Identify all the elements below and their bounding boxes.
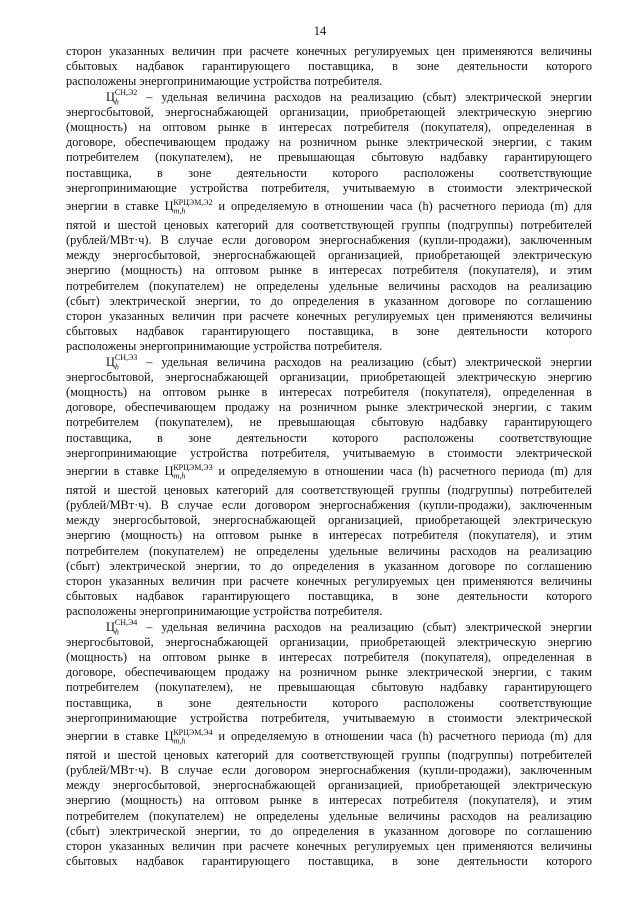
text-line [66,400,592,415]
line-text: потребителем (покупателем) не определены удельные величины расходов на реализацию [66,808,592,823]
text-line [66,854,592,869]
text-line-with-formula [66,620,592,635]
text-line [66,696,592,711]
line-text: и определяемую в отношении часа (h) расчетного периода (m) для [212,198,592,213]
text-line [66,415,592,430]
text-line [66,824,592,839]
symbol-superscript: СН,Э4 [114,618,138,628]
text-line [66,339,592,354]
line-text: (рублей/МВт·ч). В случае если договором энергоснабжения (купли-продажи), заключенным [66,233,592,248]
line-text: поставщика, в зоне деятельности которого расположены соответствующие [66,695,592,710]
text-line-with-formula [66,196,592,218]
line-text: поставщика, в зоне деятельности которого расположены соответствующие [66,165,592,180]
text-line [66,528,592,543]
text-line-with-formula [66,90,592,105]
page-number: 14 [313,24,327,38]
line-text: – удельная величина расходов на реализацию (сбыт) электрической энергии [137,89,592,104]
symbol-superscript: КРЦЭМ,Э2 [173,197,213,207]
line-text: (рублей/МВт·ч). В случае если договором энергоснабжения (купли-продажи), заключенным [66,763,592,778]
symbol-letter: Ц [164,198,174,213]
line-text: (мощность) на оптовом рынке в интересах потребителя (покупателя), определенная в [66,384,592,399]
text-line [66,793,592,808]
line-text: (сбыт) электрической энергии, то до определения в указанном договоре по соглашению [66,293,592,308]
text-line-with-formula [66,355,592,370]
line-text: – удельная величина расходов на реализацию (сбыт) электрической энергии [137,354,592,369]
line-text: между энергосбытовой, энергоснабжающей организацией, приобретающей электрическую [66,778,592,793]
line-text: и определяемую в отношении часа (h) расчетного периода (m) для [212,728,592,743]
line-prefix: энергии в ставке [66,728,165,743]
text-line [66,309,592,324]
line-text: между энергосбытовой, энергоснабжающей организацией, приобретающей электрическую [66,513,592,528]
text-line [66,763,592,778]
text-line [66,385,592,400]
text-line [66,166,592,181]
line-text: расположены энергопринимающие устройства потребителя. [66,604,383,619]
symbol-superscript: КРЦЭМ,Э3 [173,462,213,472]
line-text: потребителем (покупателем), не превышающая сбытовую надбавку гарантирующего [66,680,592,695]
line-text: сторон указанных величин при расчете конечных регулируемых цен применяются величины [66,309,592,323]
formula-symbol [106,618,138,637]
line-text: договоре, обеспечивающем продажу на розничном рынке электрической энергии, с таким [66,135,592,150]
text-line [66,263,592,278]
text-line [66,680,592,695]
text-line [66,233,592,248]
line-prefix: энергии в ставке [66,198,165,213]
line-text: энергию (мощность) на оптовом рынке в интересах потребителя (покупателя), и этим [66,793,592,808]
line-text: сбытовых надбавок гарантирующего поставщика, в зоне деятельности которого [66,589,592,604]
text-line [66,513,592,528]
line-text: энергопринимающие устройства потребителя, учитываемую в стоимости электрической [66,445,592,460]
formula-symbol [164,462,213,481]
text-line [66,650,592,665]
text-line [66,778,592,793]
symbol-subscript: m,h [173,206,186,216]
text-line [66,370,592,385]
line-text: сторон указанных величин при расчете конечных регулируемых цен применяются величины [66,574,592,588]
line-text: энергосбытовой, энергоснабжающей организации, приобретающей электрическую энергию [66,634,592,649]
text-line [66,589,592,604]
line-text: поставщика, в зоне деятельности которого расположены соответствующие [66,430,592,445]
line-text: (мощность) на оптовом рынке в интересах потребителя (покупателя), определенная в [66,119,592,134]
line-text: потребителем (покупателем), не превышающая сбытовую надбавку гарантирующего [66,415,592,430]
symbol-letter: Ц [106,619,115,634]
symbol-letter: Ц [164,463,174,478]
text-line [66,248,592,263]
symbol-subscript: h [114,97,119,107]
line-text: энергосбытовой, энергоснабжающей организации, приобретающей электрическую энергию [66,104,592,119]
line-text: потребителем (покупателем), не превышающая сбытовую надбавку гарантирующего [66,150,592,165]
text-line [66,498,592,513]
text-line [66,574,592,589]
line-text: между энергосбытовой, энергоснабжающей организацией, приобретающей электрическую [66,248,592,263]
line-text: расположены энергопринимающие устройства потребителя. [66,74,383,89]
symbol-subscript: m,h [173,471,186,481]
text-line [66,74,592,89]
line-text: (сбыт) электрической энергии, то до определения в указанном договоре по соглашению [66,823,592,838]
formula-symbol [164,727,213,746]
line-text: договоре, обеспечивающем продажу на розничном рынке электрической энергии, с таким [66,665,592,680]
text-line [66,150,592,165]
line-text: (сбыт) электрической энергии, то до определения в указанном договоре по соглашению [66,558,592,573]
text-line [66,181,592,196]
symbol-subscript: h [114,362,119,372]
text-line [66,604,592,619]
formula-symbol [106,88,138,107]
line-text: договоре, обеспечивающем продажу на розничном рынке электрической энергии, с таким [66,400,592,415]
text-line-with-formula [66,461,592,483]
text-line [66,294,592,309]
line-prefix: энергии в ставке [66,463,165,478]
text-line [66,711,592,726]
text-line [66,135,592,150]
text-line [66,559,592,574]
text-line [66,544,592,559]
text-line [66,44,592,59]
line-text: (рублей/МВт·ч). В случае если договором энергоснабжения (купли-продажи), заключенным [66,498,592,513]
line-text: пятой и шестой ценовых категорий для соответствующей группы (подгруппы) потребителей [66,747,592,762]
text-line [66,635,592,650]
symbol-letter: Ц [106,89,115,104]
line-text: сбытовых надбавок гарантирующего поставщика, в зоне деятельности которого [66,59,592,74]
symbol-letter: Ц [106,354,115,369]
symbol-subscript: m,h [173,736,186,746]
text-line [66,105,592,120]
line-text: сторон указанных величин при расчете конечных регулируемых цен применяются величины [66,839,592,853]
symbol-letter: Ц [164,728,174,743]
line-text: энергию (мощность) на оптовом рынке в интересах потребителя (покупателя), и этим [66,528,592,543]
line-text: и определяемую в отношении часа (h) расчетного периода (m) для [212,463,592,478]
text-line [66,748,592,763]
formula-symbol [164,197,213,216]
line-text: энергопринимающие устройства потребителя, учитываемую в стоимости электрической [66,710,592,725]
line-text: сбытовых надбавок гарантирующего поставщика, в зоне деятельности которого [66,324,592,339]
line-text: энергию (мощность) на оптовом рынке в интересах потребителя (покупателя), и этим [66,263,592,278]
formula-symbol [106,353,138,372]
text-line [66,279,592,294]
text-line [66,324,592,339]
line-text: потребителем (покупателем) не определены удельные величины расходов на реализацию [66,278,592,293]
text-line [66,218,592,233]
line-text: сторон указанных величин при расчете конечных регулируемых цен применяются величины [66,44,592,58]
text-line [66,446,592,461]
line-text: сбытовых надбавок гарантирующего поставщика, в зоне деятельности которого [66,854,592,869]
document-body [66,44,592,869]
line-text: – удельная величина расходов на реализацию (сбыт) электрической энергии [137,619,592,634]
line-text: потребителем (покупателем) не определены удельные величины расходов на реализацию [66,543,592,558]
text-line [66,839,592,854]
line-text: (мощность) на оптовом рынке в интересах потребителя (покупателя), определенная в [66,649,592,664]
text-line [66,431,592,446]
symbol-subscript: h [114,627,119,637]
symbol-superscript: СН,Э2 [114,88,138,98]
line-text: пятой и шестой ценовых категорий для соответствующей группы (подгруппы) потребителей [66,482,592,497]
line-text: энергопринимающие устройства потребителя, учитываемую в стоимости электрической [66,180,592,195]
text-line [66,809,592,824]
text-line [66,483,592,498]
text-line [66,665,592,680]
symbol-superscript: КРЦЭМ,Э4 [173,727,213,737]
text-line [66,59,592,74]
text-line-with-formula [66,726,592,748]
symbol-superscript: СН,Э3 [114,353,138,363]
text-line [66,120,592,135]
line-text: энергосбытовой, энергоснабжающей организации, приобретающей электрическую энергию [66,369,592,384]
line-text: расположены энергопринимающие устройства потребителя. [66,339,383,354]
line-text: пятой и шестой ценовых категорий для соответствующей группы (подгруппы) потребителей [66,217,592,232]
